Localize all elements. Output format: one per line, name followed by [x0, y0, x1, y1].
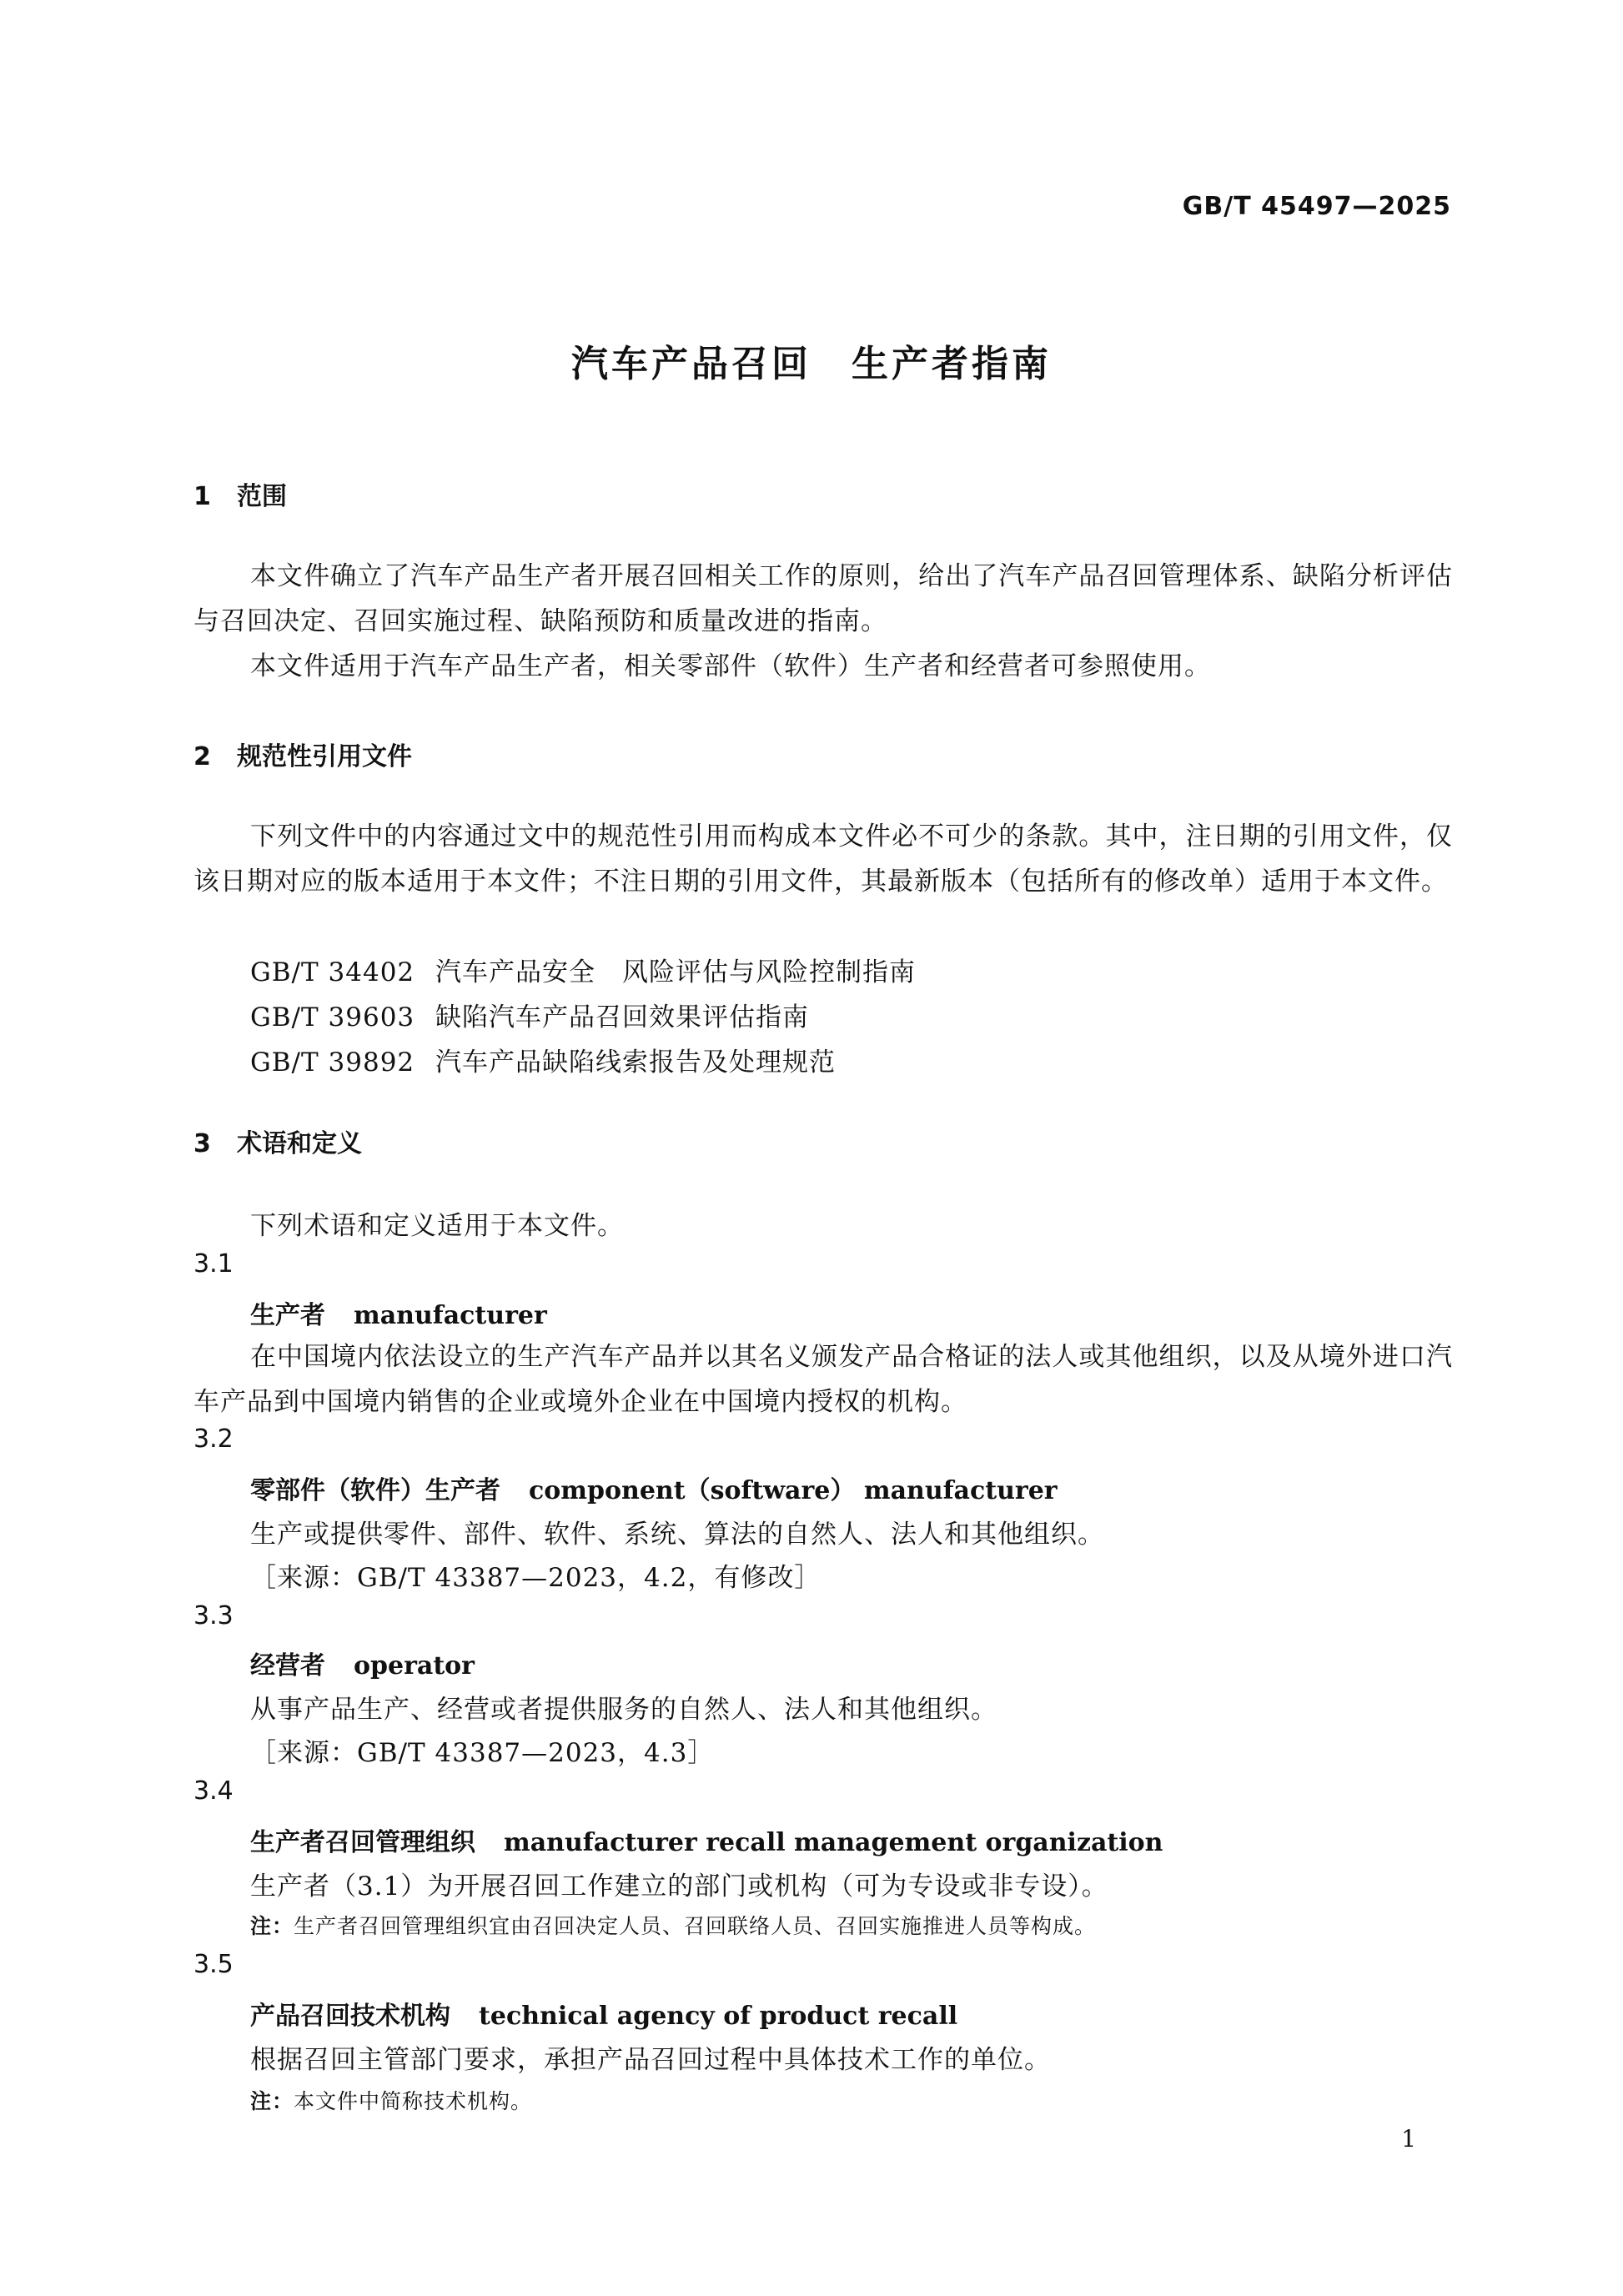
- reference-title: 缺陷汽车产品召回效果评估指南: [435, 1002, 809, 1032]
- term-chinese: 经营者: [250, 1651, 325, 1681]
- term-source: ［来源：GB/T 43387—2023，4.3］: [250, 1738, 715, 1768]
- normative-reference: [250, 1041, 836, 1078]
- section-3-intro: 下列术语和定义适用于本文件。: [250, 1211, 624, 1241]
- term-entry: [250, 1995, 957, 2032]
- reference-title: 汽车产品安全 风险评估与风险控制指南: [435, 957, 916, 987]
- section-1-paragraph-2: 本文件适用于汽车产品生产者，相关零部件（软件）生产者和经营者可参照使用。: [250, 651, 1211, 681]
- term-entry: [250, 1645, 475, 1681]
- note-label: 注：: [250, 2089, 294, 2113]
- section-title: 规范性引用文件: [237, 742, 412, 771]
- reference-code: GB/T 34402: [250, 957, 415, 987]
- page-number: 1: [1401, 2125, 1416, 2153]
- term-english: manufacturer: [354, 1301, 547, 1330]
- term-number: 3.5: [193, 1950, 234, 1979]
- term-chinese: 生产者: [250, 1301, 325, 1330]
- section-number: 3: [193, 1129, 211, 1158]
- term-note: [250, 2085, 532, 2115]
- term-definition: 根据召回主管部门要求，承担产品召回过程中具体技术工作的单位。: [250, 2045, 1051, 2075]
- term-number: 3.3: [193, 1601, 234, 1630]
- term-number: 3.1: [193, 1249, 234, 1279]
- term-definition: 生产或提供零件、部件、软件、系统、算法的自然人、法人和其他组织。: [250, 1520, 1104, 1550]
- term-entry: [250, 1294, 547, 1331]
- term-source: ［来源：GB/T 43387—2023，4.2，有修改］: [250, 1563, 822, 1593]
- reference-code: GB/T 39892: [250, 1048, 415, 1078]
- term-definition: 从事产品生产、经营或者提供服务的自然人、法人和其他组织。: [250, 1695, 997, 1725]
- section-3-heading: [193, 1123, 362, 1159]
- term-chinese: 零部件（软件）生产者: [250, 1476, 500, 1505]
- term-english: operator: [354, 1651, 475, 1681]
- document-title: 汽车产品召回 生产者指南: [571, 343, 1052, 385]
- normative-reference: [250, 996, 809, 1033]
- section-2-heading: [193, 736, 412, 772]
- term-entry: [250, 1470, 1058, 1506]
- note-text: 生产者召回管理组织宜由召回决定人员、召回联络人员、召回实施推进人员等构成。: [294, 1914, 1097, 1938]
- term-note: [250, 1910, 1096, 1940]
- term-number: 3.2: [193, 1424, 234, 1454]
- term-english: technical agency of product recall: [479, 2002, 958, 2031]
- normative-reference: [250, 951, 916, 988]
- term-definition: 生产者（3.1）为开展召回工作建立的部门或机构（可为专设或非专设）。: [250, 1871, 1108, 1902]
- section-2-paragraph-1: 下列文件中的内容通过文中的规范性引用而构成本文件必不可少的条款。其中，注日期的引用文件，仅该日期对应的版本适用于本文件；不注日期的引用文件，其最新版本（包括所有的修改单）适用于本文件。: [193, 821, 1453, 897]
- reference-title: 汽车产品缺陷线索报告及处理规范: [435, 1048, 836, 1078]
- reference-code: GB/T 39603: [250, 1002, 415, 1032]
- term-entry: [250, 1821, 1163, 1858]
- section-title: 术语和定义: [237, 1129, 362, 1158]
- term-number: 3.4: [193, 1776, 234, 1806]
- section-1-heading: [193, 475, 287, 512]
- note-text: 本文件中简称技术机构。: [294, 2089, 533, 2113]
- section-1-paragraph-1: 本文件确立了汽车产品生产者开展召回相关工作的原则，给出了汽车产品召回管理体系、缺陷分析评估与召回决定、召回实施过程、缺陷预防和质量改进的指南。: [193, 561, 1453, 636]
- section-number: 2: [193, 742, 211, 771]
- term-english: component（software） manufacturer: [529, 1476, 1058, 1505]
- standard-code: GB/T 45497—2025: [1182, 192, 1451, 221]
- section-number: 1: [193, 482, 211, 511]
- section-title: 范围: [237, 482, 287, 511]
- term-definition: 在中国境内依法设立的生产汽车产品并以其名义颁发产品合格证的法人或其他组织，以及从境外进口汽车产品到中国境内销售的企业或境外企业在中国境内授权的机构。: [193, 1342, 1453, 1417]
- term-english: manufacturer recall management organization: [504, 1828, 1163, 1857]
- term-chinese: 产品召回技术机构: [250, 2002, 450, 2031]
- term-chinese: 生产者召回管理组织: [250, 1828, 475, 1857]
- note-label: 注：: [250, 1914, 294, 1938]
